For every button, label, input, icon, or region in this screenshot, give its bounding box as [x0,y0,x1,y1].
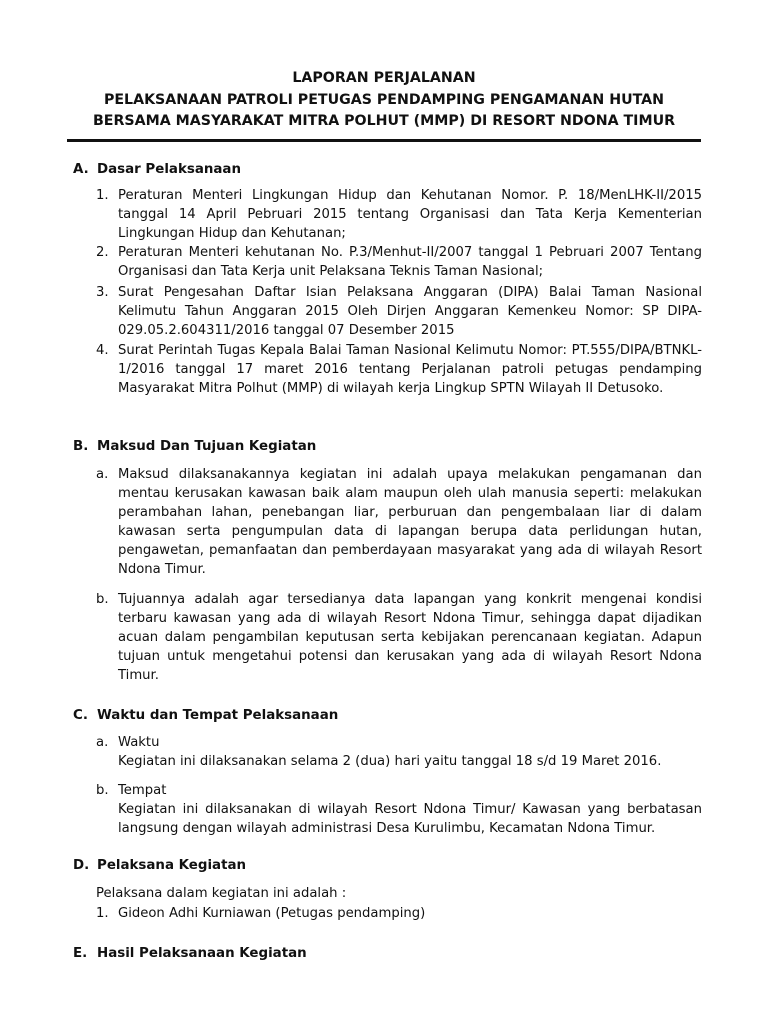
list-item [96,465,702,579]
list-item-text: Maksud dilaksanakannya kegiatan ini adalah upaya melakukan pengamanan dan mentau kerusakan kawasan baik alam maupun oleh ulah manusia seperti: melakukan perambahan lahan, penebangan liar, perburuan dan pengembalaan liar di dalam kawasan serta pengumpulan data di lapangan berupa data perlidungan hutan, pengawetan, pemanfaatan dan pemberdayaan masyarakat yang ada di wilayah Resort Ndona Timur. [118,467,702,577]
list-marker: 4. [96,343,109,358]
list-item-text: Peraturan Menteri Lingkungan Hidup dan Kehutanan Nomor. P. 18/MenLHK-II/2015 tanggal 14 April Pebruari 2015 tentang Organisasi dan Tata Kerja Kementerian Lingkungan Hidup dan Kehutanan; [118,188,702,241]
section-title: Dasar Pelaksanaan [97,162,241,177]
list-item [96,781,702,800]
section-b-heading [73,437,316,456]
list-item-text: Tujuannya adalah agar tersedianya data lapangan yang konkrit mengenai kondisi terbaru kawasan yang ada di wilayah Resort Ndona Timur, sehingga dapat dijadikan acuan dalam pengambilan keputusan serta kebijakan perencanaan kegiatan. Adapun tujuan untuk mengetahui potensi dan kerusakan yang ada di wilayah Resort Ndona Timur. [118,592,702,683]
section-e-heading [73,944,307,963]
list-marker: 3. [96,285,109,300]
report-title: LAPORAN PERJALANAN [292,70,476,86]
list-marker: 1. [96,188,109,203]
section-title: Waktu dan Tempat Pelaksanaan [97,708,339,723]
list-marker: 1. [96,906,109,921]
section-letter: E. [73,946,88,961]
list-item [96,243,702,281]
section-a-heading [73,160,241,179]
list-item [96,341,702,398]
section-title: Pelaksana Kegiatan [97,858,247,873]
section-letter: C. [73,708,88,723]
list-marker: a. [96,735,109,750]
list-item-label: Tempat [118,783,167,798]
list-item-text: Surat Perintah Tugas Kepala Balai Taman Nasional Kelimutu Nomor: PT.555/DIPA/BTNKL-1/2016 tanggal 17 maret 2016 tentang Perjalanan patroli petugas pendamping Masyarakat Mitra Polhut (MMP) di wilayah kerja Lingkup SPTN Wilayah II Detusoko. [118,343,702,396]
list-item [96,590,702,685]
section-c-heading [73,706,338,725]
section-letter: B. [73,439,89,454]
paragraph: Kegiatan ini dilaksanakan di wilayah Resort Ndona Timur/ Kawasan yang berbatasan langsung dengan wilayah administrasi Desa Kurulimbu, Kecamatan Ndona Timur. [118,802,702,836]
list-item-text: Gideon Adhi Kurniawan (Petugas pendamping) [118,906,426,921]
list-item-label: Waktu [118,735,160,750]
section-title: Hasil Pelaksanaan Kegiatan [97,946,307,961]
list-item [96,733,702,752]
list-item-text: Surat Pengesahan Daftar Isian Pelaksana Anggaran (DIPA) Balai Taman Nasional Kelimutu Tahun Anggaran 2015 Oleh Dirjen Anggaran Kemenkeu Nomor: SP DIPA-029.05.2.604311/2016 tanggal 07 Desember 2015 [118,285,702,338]
list-marker: b. [96,592,109,607]
title-divider [67,139,701,142]
list-item [96,283,702,340]
section-letter: D. [73,858,90,873]
list-item [96,186,702,243]
list-marker: b. [96,783,109,798]
report-subtitle-line-1: PELAKSANAAN PATROLI PETUGAS PENDAMPING PENGAMANAN HUTAN [103,92,665,108]
report-subtitle-line-2: BERSAMA MASYARAKAT MITRA POLHUT (MMP) DI RESORT NDONA TIMUR [92,113,676,129]
list-item-text: Peraturan Menteri kehutanan No. P.3/Menhut-II/2007 tanggal 1 Pebruari 2007 Tentang Organisasi dan Tata Kerja unit Pelaksana Teknis Taman Nasional; [118,245,702,279]
section-title: Maksud Dan Tujuan Kegiatan [97,439,317,454]
section-letter: A. [73,162,89,177]
list-item [96,904,702,923]
list-marker: 2. [96,245,109,260]
paragraph: Kegiatan ini dilaksanakan selama 2 (dua) hari yaitu tanggal 18 s/d 19 Maret 2016. [118,754,662,769]
section-d-heading [73,856,246,875]
list-marker: a. [96,467,109,482]
paragraph: Pelaksana dalam kegiatan ini adalah : [96,886,347,901]
